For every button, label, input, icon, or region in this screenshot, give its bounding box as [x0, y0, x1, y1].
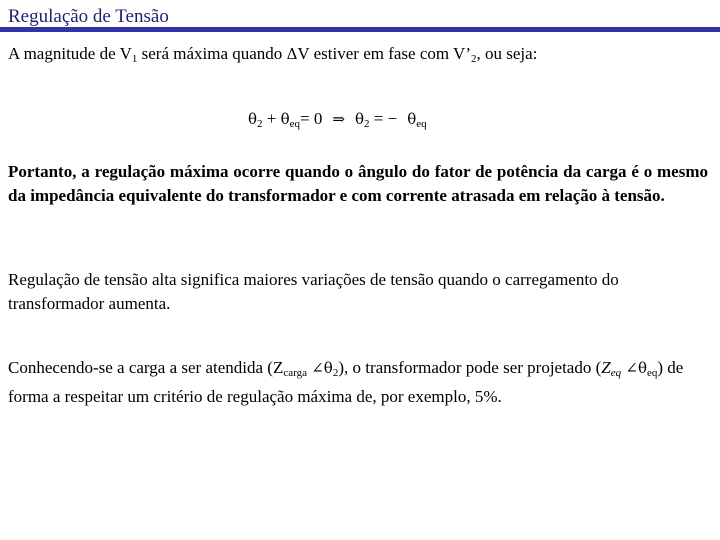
p1-text-d: , ou seja:: [476, 44, 538, 63]
paragraph-design-criterion: [8, 356, 708, 409]
p4-text-c: ) de forma a respeitar um critério de regulação máxima de, por exemplo, 5%.: [8, 358, 684, 406]
eq-sub-eq-b: eq: [416, 118, 427, 130]
p1-text-a: A magnitude de V: [8, 44, 132, 63]
p4-sub-z-eq: eq: [610, 367, 622, 379]
delta-symbol: Δ: [286, 45, 298, 63]
theta-symbol: θ: [637, 359, 647, 377]
eq-equals-minus: = −: [369, 109, 398, 128]
p4-sub-eq: eq: [646, 367, 658, 379]
p4-text-b: ), o transformador pode ser projetado (: [338, 358, 602, 377]
theta-symbol: θ: [248, 110, 258, 128]
p4-sub-2: 2: [332, 367, 339, 379]
eq-sub-2b: 2: [364, 118, 370, 130]
eq-sub-eq-a: eq: [289, 118, 301, 130]
theta-symbol: θ: [280, 110, 290, 128]
implies-symbol: ⇒: [332, 110, 345, 128]
paragraph-magnitude: [8, 42, 708, 71]
p1-text-b: será máxima quando: [137, 44, 287, 63]
paragraph-high-regulation: Regulação de tensão alta significa maiores variações de tensão quando o carregamento do transformador aumenta.: [8, 270, 619, 313]
angle-symbol: ∠: [625, 359, 638, 377]
p1-text-c: V estiver em fase com V’: [297, 44, 471, 63]
theta-symbol: θ: [354, 110, 364, 128]
equation-theta: [248, 107, 427, 136]
angle-symbol: ∠: [311, 359, 324, 377]
eq-plus: +: [262, 109, 281, 128]
theta-symbol: θ: [407, 110, 417, 128]
theta-symbol: θ: [323, 359, 333, 377]
slide-title: Regulação de Tensão: [8, 6, 169, 27]
eq-equals-zero: = 0: [300, 109, 323, 128]
eq-sub-2a: 2: [257, 118, 263, 130]
title-underline: [0, 27, 720, 32]
p4-text-a: Conhecendo-se a carga a ser atendida (Z: [8, 358, 284, 377]
paragraph-max-regulation: Portanto, a regulação máxima ocorre quando o ângulo do fator de potência da carga é o mesmo da impedância equivalente do transformador e com corrente atrasada em relação à tensão.: [8, 162, 708, 205]
p4-sub-carga: carga: [283, 367, 307, 379]
p1-sub-1: 1: [131, 53, 138, 65]
p1-sub-2: 2: [470, 53, 477, 65]
z-eq-symbol: Z: [601, 358, 611, 377]
